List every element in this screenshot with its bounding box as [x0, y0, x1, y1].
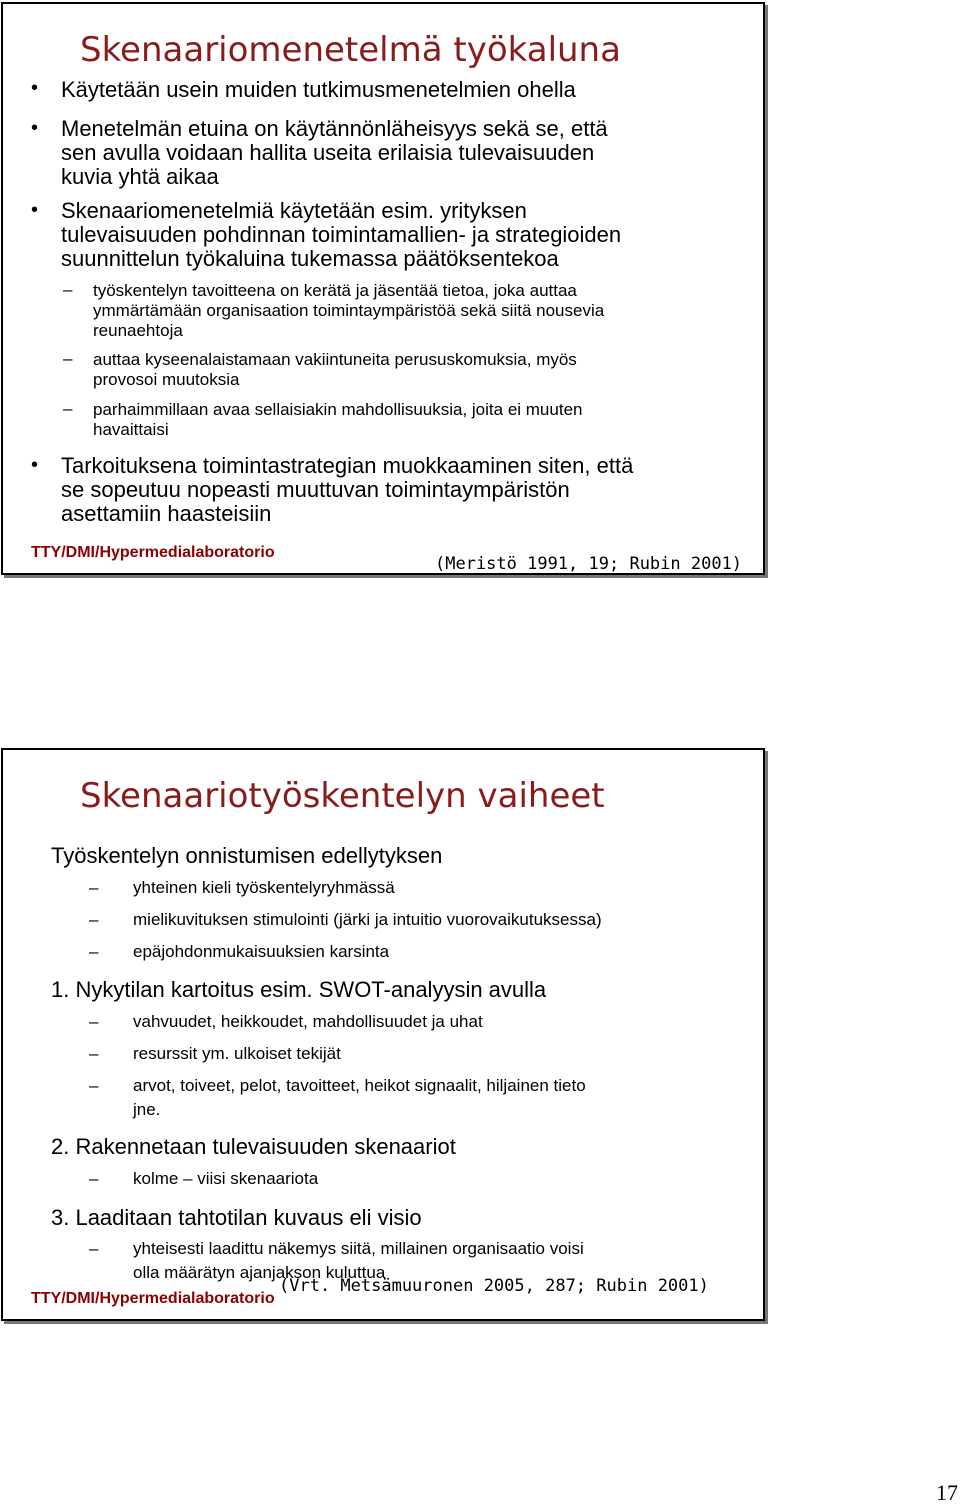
bullet-dot: •: [31, 199, 39, 221]
bullet-4-line-3: asettamiin haasteisiin: [61, 501, 272, 526]
page-number: 17: [936, 1480, 958, 1505]
sub-2-line-2: provosoi muutoksia: [93, 370, 240, 389]
dash-marker: –: [63, 280, 73, 299]
sub-1-line-2: ymmärtämään organisaation toimintaympäristöä sekä siitä nousevia: [93, 301, 605, 320]
step1-item-1: vahvuudet, heikkoudet, mahdollisuudet ja uhat: [133, 1012, 483, 1031]
heading-step-1: 1. Nykytilan kartoitus esim. SWOT-analyysin avulla: [51, 977, 547, 1002]
prereq-item-3: epäjohdonmukaisuuksien karsinta: [133, 942, 390, 961]
bullet-4-line-2: se sopeutuu nopeasti muuttuvan toimintaympäristön: [61, 477, 570, 502]
step1-item-3-line-1: arvot, toiveet, pelot, tavoitteet, heikot signaalit, hiljainen tieto: [133, 1076, 586, 1095]
heading-prerequisites: Työskentelyn onnistumisen edellytyksen: [51, 843, 443, 868]
step1-item-2: resurssit ym. ulkoiset tekijät: [133, 1044, 341, 1063]
dash-marker: –: [89, 878, 99, 897]
step3-item-1-line-2: olla määrätyn ajanjakson kuluttua: [133, 1263, 386, 1282]
dash-marker: –: [89, 1169, 99, 1188]
slide-1-title: Skenaariomenetelmä työkaluna: [80, 30, 621, 70]
slide-1: [1, 2, 765, 575]
bullet-2-line-3: kuvia yhtä aikaa: [61, 164, 219, 189]
bullet-dot: •: [31, 454, 39, 476]
sub-3-line-2: havaittaisi: [93, 420, 169, 439]
sub-2-line-1: auttaa kyseenalaistamaan vakiintuneita perususkomuksia, myös: [93, 350, 577, 369]
dash-marker: –: [63, 399, 73, 418]
citation: (Meristö 1991, 19; Rubin 2001): [435, 554, 743, 574]
heading-step-2: 2. Rakennetaan tulevaisuuden skenaariot: [51, 1134, 456, 1159]
bullet-1: Käytetään usein muiden tutkimusmenetelmien ohella: [61, 77, 576, 102]
sub-1-line-1: työskentelyn tavoitteena on kerätä ja jäsentää tietoa, joka auttaa: [93, 281, 577, 300]
dash-marker: –: [89, 1239, 99, 1258]
prereq-item-1: yhteinen kieli työskentelyryhmässä: [133, 878, 395, 897]
dash-marker: –: [89, 1076, 99, 1095]
bullet-2-line-2: sen avulla voidaan hallita useita erilaisia tulevaisuuden: [61, 140, 595, 165]
dash-marker: –: [89, 910, 99, 929]
bullet-3-line-2: tulevaisuuden pohdinnan toimintamallien- ja strategioiden: [61, 222, 622, 247]
dash-marker: –: [89, 1044, 99, 1063]
citation: (Vrt. Metsämuuronen 2005, 287; Rubin 2001): [279, 1276, 709, 1296]
bullet-2-line-1: Menetelmän etuina on käytännönläheisyys sekä se, että: [61, 116, 608, 141]
step1-item-3-line-2: jne.: [133, 1100, 161, 1119]
dash-marker: –: [89, 1012, 99, 1031]
step2-item-1: kolme – viisi skenaariota: [133, 1169, 319, 1188]
dash-marker: –: [63, 349, 73, 368]
footer-organization: TTY/DMI/Hypermedialaboratorio: [31, 1290, 275, 1307]
bullet-dot: •: [31, 77, 39, 99]
bullet-3-line-3: suunnittelun työkaluina tukemassa päätöksentekoa: [61, 246, 559, 271]
step3-item-1-line-1: yhteisesti laadittu näkemys siitä, millainen organisaatio voisi: [133, 1239, 584, 1258]
bullet-dot: •: [31, 117, 39, 139]
slide-2: [1, 748, 765, 1321]
sub-3-line-1: parhaimmillaan avaa sellaisiakin mahdollisuuksia, joita ei muuten: [93, 400, 583, 419]
footer-organization: TTY/DMI/Hypermedialaboratorio: [31, 544, 275, 561]
bullet-3-line-1: Skenaariomenetelmiä käytetään esim. yrityksen: [61, 198, 527, 223]
dash-marker: –: [89, 942, 99, 961]
heading-step-3: 3. Laaditaan tahtotilan kuvaus eli visio: [51, 1205, 422, 1230]
sub-1-line-3: reunaehtoja: [93, 321, 183, 340]
prereq-item-2: mielikuvituksen stimulointi (järki ja intuitio vuorovaikutuksessa): [133, 910, 602, 929]
slide-2-title: Skenaariotyöskentelyn vaiheet: [80, 776, 605, 816]
bullet-4-line-1: Tarkoituksena toimintastrategian muokkaaminen siten, että: [61, 453, 634, 478]
